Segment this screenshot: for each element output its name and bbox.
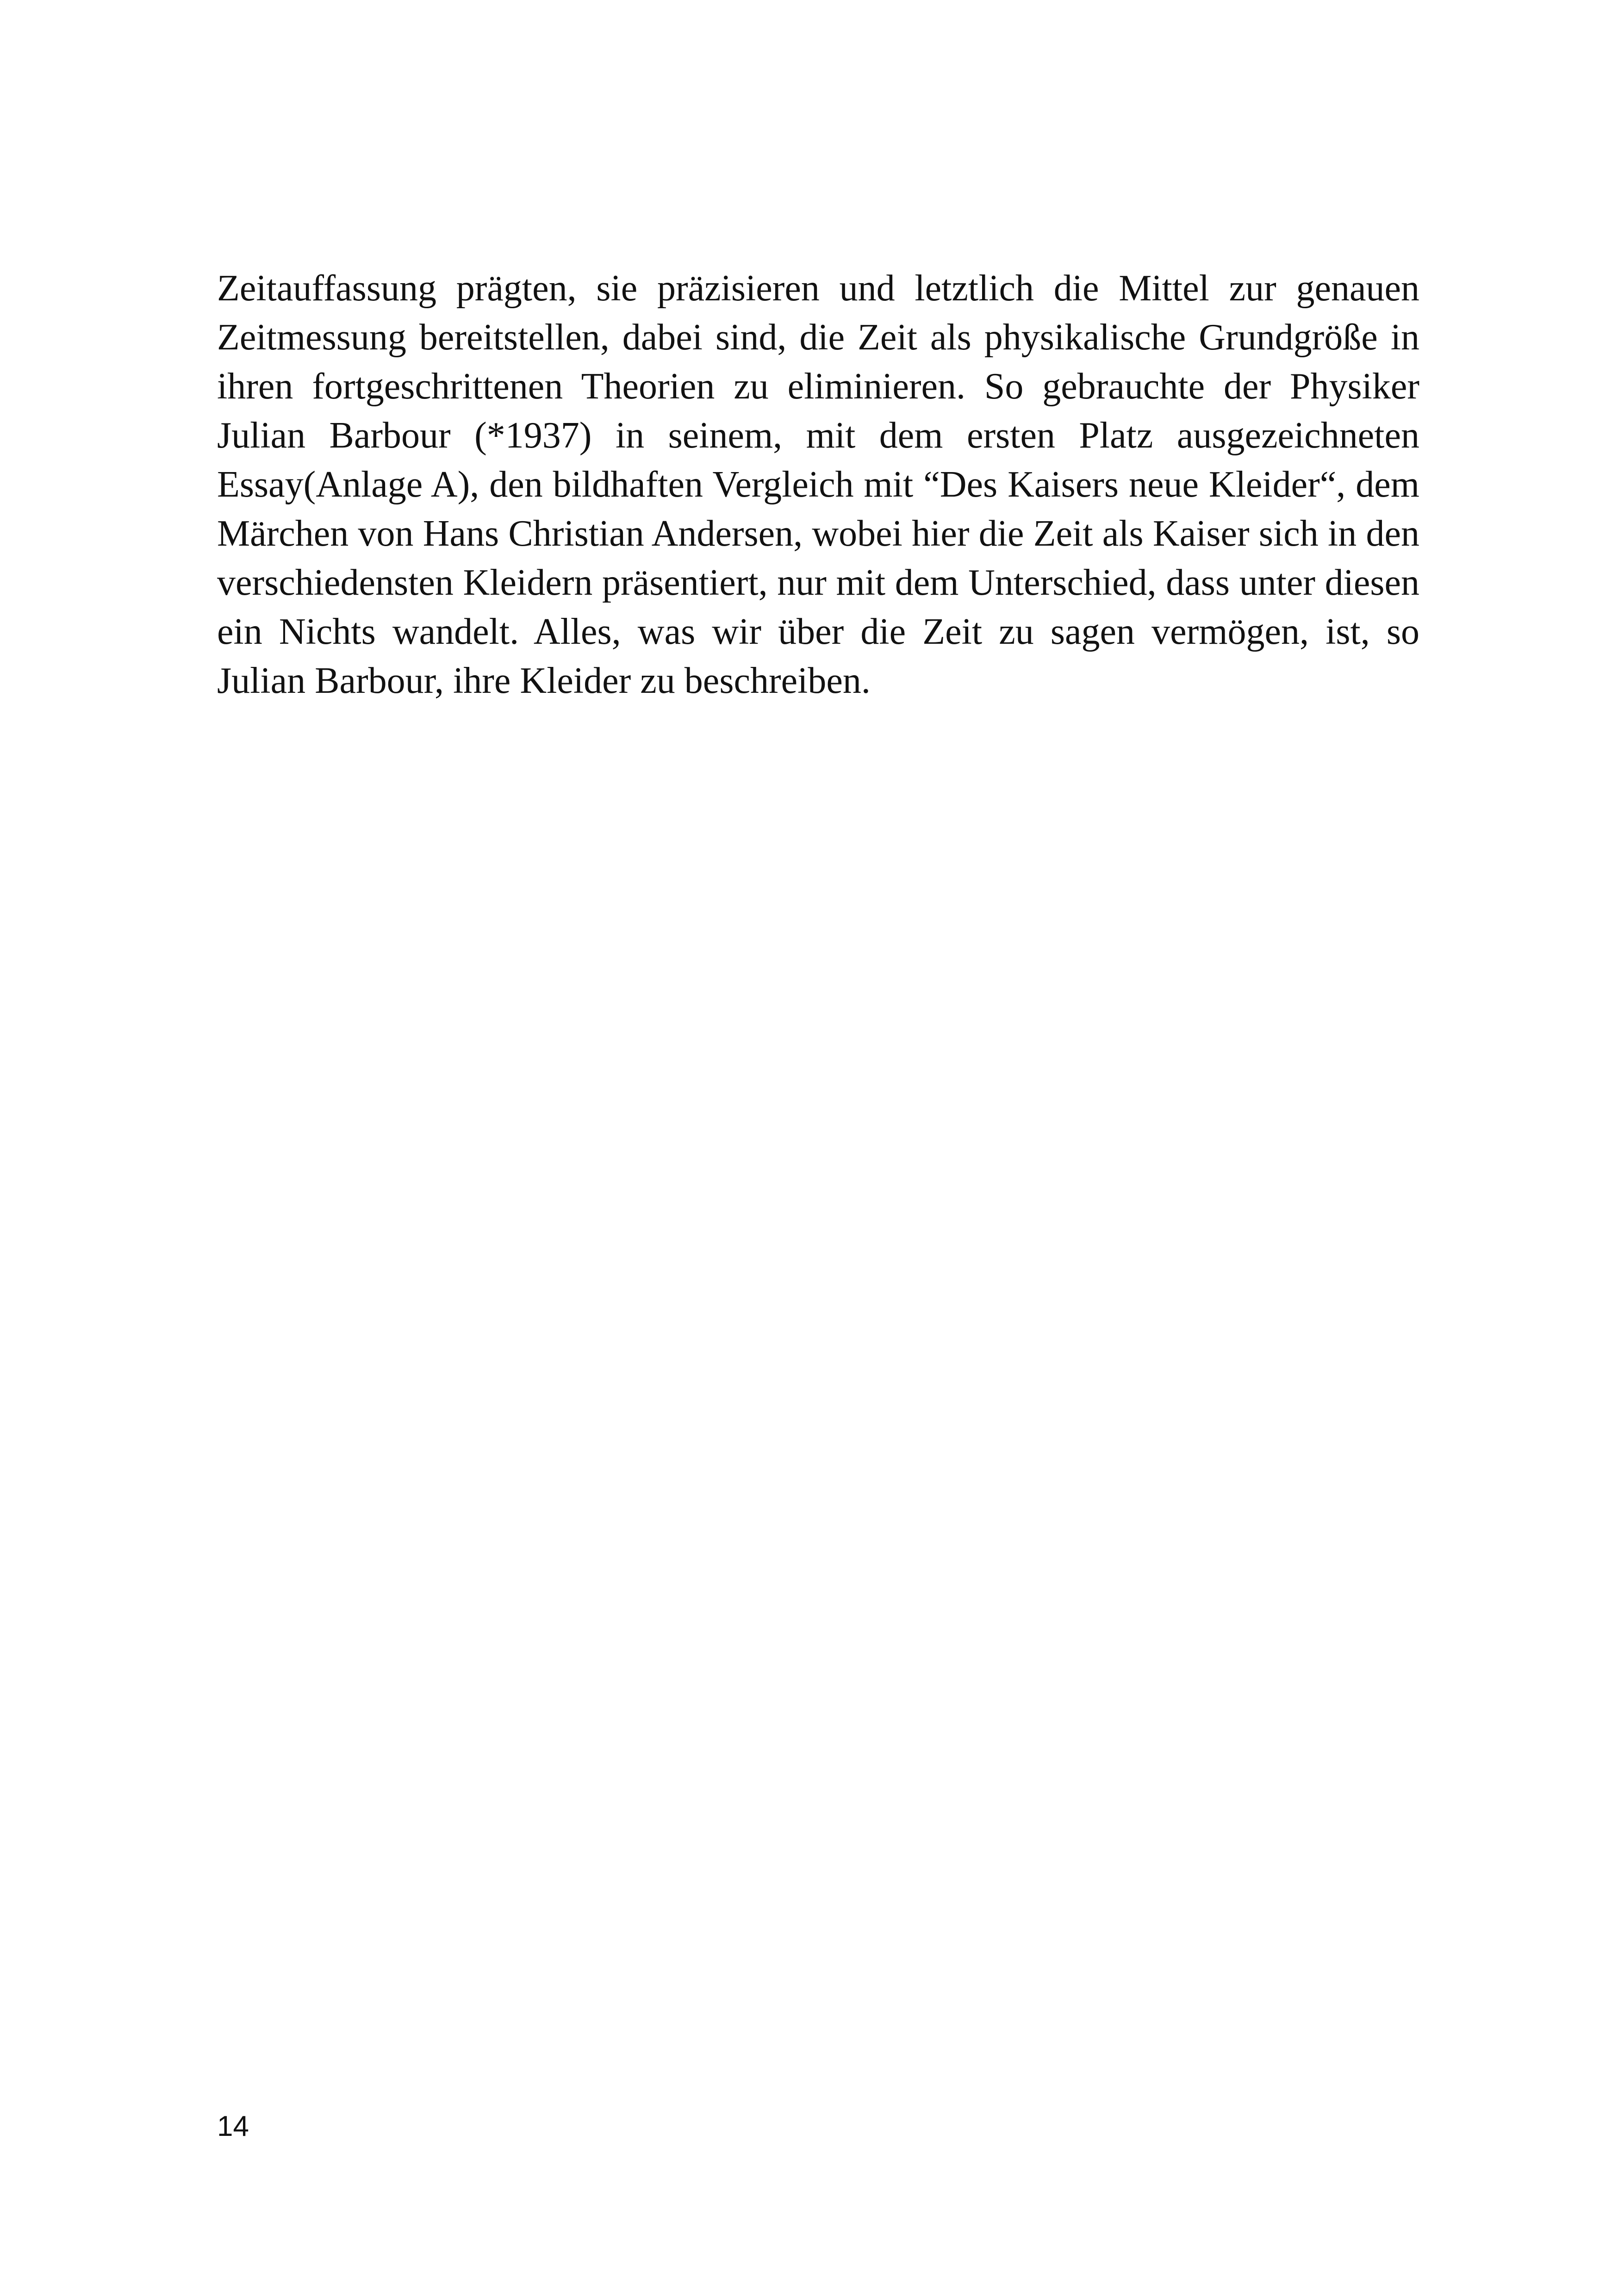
page-number: 14 [217, 2110, 249, 2142]
body-paragraph: Zeitauffassung prägten, sie präzisieren und letztlich die Mittel zur genauen Zeitmessung bereitstellen, dabei sind, die Zeit als physikalische Grundgröße in ihren fortgeschrittenen Theorien zu eliminieren. So gebrauchte der Physiker Julian Barbour (*1937) in seinem, mit dem ersten Platz ausgezeichneten Essay(Anlage A), den bildhaften Vergleich mit “Des Kaisers neue Kleider“, dem Märchen von Hans Christian Andersen, wobei hier die Zeit als Kaiser sich in den verschiedensten Kleidern präsentiert, nur mit dem Unterschied, dass unter diesen ein Nichts wandelt. Alles, was wir über die Zeit zu sagen vermögen, ist, so Julian Barbour, ihre Kleider zu beschreiben. [217, 268, 1419, 701]
